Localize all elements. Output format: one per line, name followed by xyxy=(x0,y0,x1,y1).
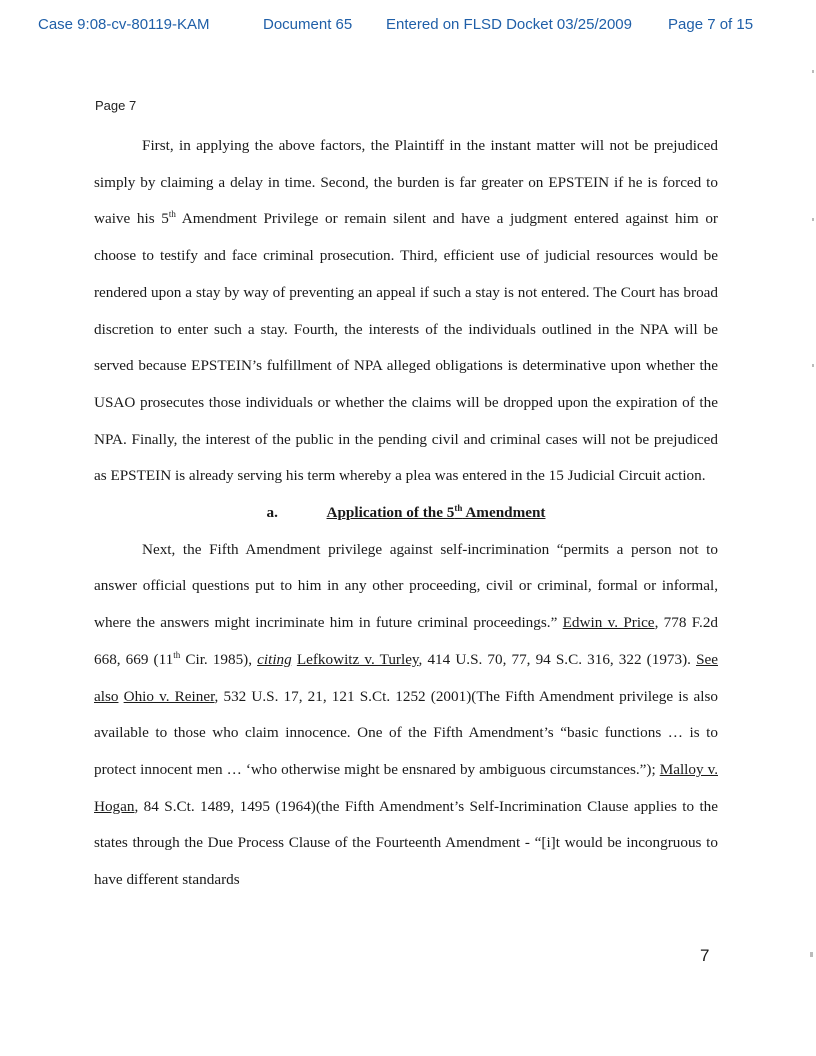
page-count: Page 7 of 15 xyxy=(668,16,754,33)
scan-speck xyxy=(812,70,814,73)
signal-citing: citing xyxy=(257,650,292,668)
case-citation: Lefkowitz v. Turley xyxy=(296,650,419,668)
scan-speck xyxy=(812,364,814,367)
page-number: 7 xyxy=(700,946,710,965)
page-label: Page 7 xyxy=(95,98,137,113)
docket-entry: Entered on FLSD Docket 03/25/2009 xyxy=(386,16,632,33)
paragraph-factors: First, in applying the above factors, the Plaintiff in the instant matter will not be prejudiced simply by claiming a delay in time. Second, the burden is far greater on EPSTEIN if he is forced to waive his 5th Amendment Privilege or remain silent and have a judgment entered against him or choose to testify and face criminal prosecution. Third, efficient use of judicial resources would be rendered upon a stay by way of preventing an appeal if such a stay is not entered. The Court has broad discretion to enter such a stay. Fourth, the interests of the individuals outlined in the NPA will be served because EPSTEIN’s fulfillment of NPA alleged obligations is determinative upon whether the USAO prosecutes those individuals or whether the claims will be dropped upon the expiration of the NPA. Finally, the interest of the public in the pending civil and criminal cases will not be prejudiced as EPSTEIN is already serving his term whereby a plea was entered in the 15 Judicial Circuit action. xyxy=(94,137,718,485)
case-citation: Malloy v. Hogan xyxy=(94,760,718,815)
signal-see: See xyxy=(696,650,718,668)
case-number: Case 9:08-cv-80119-KAM xyxy=(38,16,210,33)
case-citation: Ohio v. Reiner xyxy=(123,687,215,705)
section-title: Application of the 5th Amendment xyxy=(326,502,546,522)
document-number: Document 65 xyxy=(263,16,353,33)
section-number: a. xyxy=(266,504,278,522)
scan-speck xyxy=(812,218,814,221)
section-heading xyxy=(94,495,718,532)
signal-also: also xyxy=(94,687,119,705)
document-body xyxy=(94,128,718,899)
paragraph-fifth-amendment: Next, the Fifth Amendment privilege against self-incrimination “permits a person not to answer official questions put to him in any other proceeding, civil or criminal, formal or informal, where the answers might incriminate him in future criminal proceedings.” Edwin v. Price, 778 F.2d 668, 669 (11th Cir. 1985), citing Lefkowitz v. Turley, 414 U.S. 70, 77, 94 S.C. 316, 322 (1973). See also Ohio v. Reiner, 532 U.S. 17, 21, 121 S.Ct. 1252 (2001)(The Fifth Amendment privilege is also available to those who claim innocence. One of the Fifth Amendment’s “basic functions … is to protect innocent men … ‘who otherwise might be ensnared by ambiguous circumstances.”); Malloy v. Hogan, 84 S.Ct. 1489, 1495 (1964)(the Fifth Amendment’s Self-Incrimination Clause applies to the states through the Due Process Clause of the Fourteenth Amendment - “[i]t would be incongruous to have different standards xyxy=(94,540,719,889)
case-citation: Edwin v. Price xyxy=(562,614,655,632)
scan-speck xyxy=(810,952,813,957)
